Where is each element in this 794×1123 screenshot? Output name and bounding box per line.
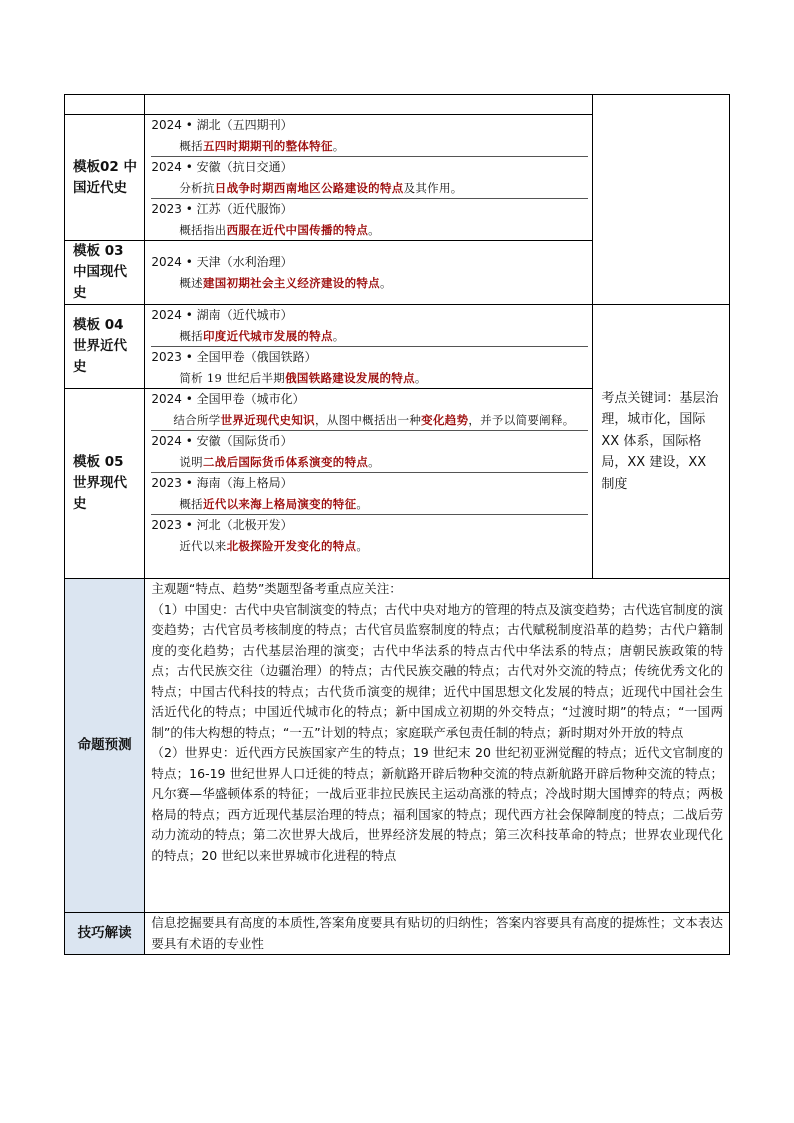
item-source: 2023 • 河北（北极开发） xyxy=(151,518,293,532)
template-label: 模板 05 世界现代史 xyxy=(65,389,145,579)
exam-template-table-page xyxy=(64,94,730,955)
skills-content: 信息挖掘要具有高度的本质性,答案角度要具有贴切的归纳性；答案内容要具有高度的提炼性；文本表达要具有术语的专业性 xyxy=(145,913,730,955)
item-question: 概括指出西服在近代中国传播的特点。 xyxy=(179,222,380,237)
item-source: 2023 • 海南（海上格局） xyxy=(151,476,293,490)
item-source: 2024 • 天津（水利治理） xyxy=(151,255,293,269)
empty-cell xyxy=(65,95,145,115)
table-row xyxy=(65,305,730,389)
item-source: 2023 • 全国甲卷（俄国铁路） xyxy=(151,350,317,364)
list-item xyxy=(145,199,592,240)
list-item xyxy=(145,389,592,431)
template-items-cell xyxy=(145,241,593,305)
prediction-row xyxy=(65,579,730,913)
keywords-cell: 考点关键词：基层治理，城市化，国际 XX 体系，国际格局，XX 建设，XX 制度 xyxy=(593,305,730,579)
table-header-empty-row xyxy=(65,95,730,115)
prediction-china: （1）中国史：古代中央官制演变的特点；古代中央对地方的管理的特点及演变趋势；古代选官制度的演变趋势；古代官员考核制度的特点；古代官员监察制度的特点；古代赋税制度沿革的趋势；古代户籍制度的变化趋势；古代基层治理的演变；古代中华法系的特点古代中华法系的特点；唐朝民族政策的特点；古代民族交往（边疆治理）的特点；古代民族交融的特点；古代对外交流的特点；传统优秀文化的特点；中国古代科技的特点；古代货币演变的规律；近代中国思想文化发展的特点；近现代中国社会生活近代化的特点；中国近代城市化的特点；新中国成立初期的外交特点；“过渡时期”的特点；“一国两制”的伟大构想的特点；“一五”计划的特点；家庭联产承包责任制的特点；新时期对外开放的特点 xyxy=(151,601,723,740)
item-question: 分析抗日战争时期西南地区公路建设的特点及其作用。 xyxy=(151,178,588,200)
item-question: 近代以来北极探险开发变化的特点。 xyxy=(179,538,369,553)
template-items-cell xyxy=(145,305,593,389)
item-question: 概括近代以来海上格局演变的特征。 xyxy=(151,494,588,516)
item-question: 简析 19 世纪后半期俄国铁路建设发展的特点。 xyxy=(179,370,427,385)
item-question: 说明二战后国际货币体系演变的特点。 xyxy=(151,452,588,474)
skills-label: 技巧解读 xyxy=(65,913,145,955)
item-source: 2023 • 江苏（近代服饰） xyxy=(151,202,293,216)
prediction-world: （2）世界史：近代西方民族国家产生的特点；19 世纪末 20 世纪初亚洲觉醒的特点；近代文官制度的特点；16-19 世纪世界人口迁徙的特点；新航路开辟后物种交流的特点新航路开辟后物种交流的特点；凡尔赛—华盛顿体系的特征；一战后亚非拉民族民主运动高涨的特点；冷战时期大国博弈的特点；两极格局的特点；西方近现代基层治理的特点；福利国家的特点；现代西方社会保障制度的特点；二战后劳动力流动的特点；第二次世界大战后，世界经济发展的特点；第三次科技革命的特点；世界农业现代化的特点；20 世纪以来世界城市化进程的特点 xyxy=(151,745,723,863)
list-item xyxy=(145,515,592,556)
list-item xyxy=(145,473,592,515)
keyword-blank-cell xyxy=(593,95,730,305)
item-question: 概括印度近代城市发展的特点。 xyxy=(151,326,588,348)
list-item xyxy=(145,115,592,157)
item-question: 概述建国初期社会主义经济建设的特点。 xyxy=(179,275,392,290)
skills-row xyxy=(65,913,730,955)
list-item xyxy=(145,347,592,388)
item-source: 2024 • 湖北（五四期刊） xyxy=(151,118,293,132)
template-items-cell xyxy=(145,115,593,241)
item-source: 2024 • 全国甲卷（城市化） xyxy=(151,392,305,406)
list-item xyxy=(145,252,592,293)
item-source: 2024 • 安徽（国际货币） xyxy=(151,434,293,448)
item-source: 2024 • 安徽（抗日交通） xyxy=(151,160,293,174)
template-table xyxy=(64,94,730,955)
template-items-cell xyxy=(145,389,593,579)
prediction-content xyxy=(145,579,730,913)
prediction-intro: 主观题“特点、趋势”类题型备考重点应关注： xyxy=(151,581,402,596)
list-item xyxy=(145,157,592,199)
template-label: 模板 03 中国现代史 xyxy=(65,241,145,305)
item-source: 2024 • 湖南（近代城市） xyxy=(151,308,293,322)
empty-cell xyxy=(145,95,593,115)
template-label: 模板 04 世界近代史 xyxy=(65,305,145,389)
list-item xyxy=(145,305,592,347)
template-label: 模板02 中国近代史 xyxy=(65,115,145,241)
list-item xyxy=(145,431,592,473)
prediction-label: 命题预测 xyxy=(65,579,145,913)
item-question: 结合所学世界近现代史知识，从图中概括出一种变化趋势，并予以简要阐释。 xyxy=(151,410,588,432)
item-question: 概括五四时期期刊的整体特征。 xyxy=(151,136,588,158)
